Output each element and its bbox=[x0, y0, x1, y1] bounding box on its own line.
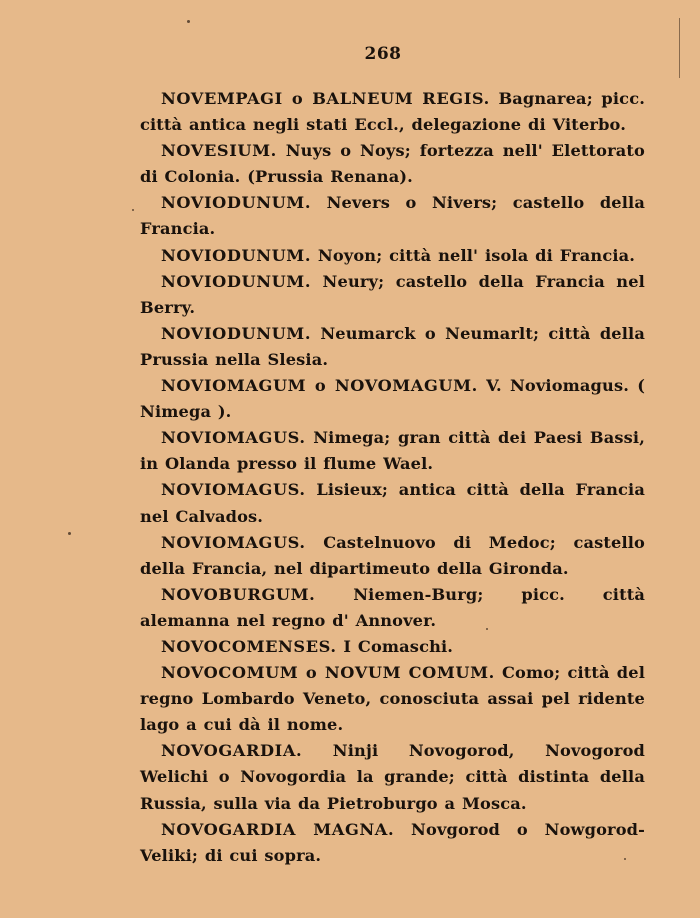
dictionary-entry bbox=[140, 738, 645, 816]
entry-definition: Nimega; gran città dei Paesi Bassi, in Olanda presso il flume Wael. bbox=[140, 428, 645, 474]
dictionary-entry bbox=[140, 321, 645, 373]
entry-definition: Como; città del regno Lombardo Veneto, conosciuta assai pel ridente lago a cui dà il nome. bbox=[140, 663, 645, 735]
dictionary-entry bbox=[140, 190, 645, 242]
entry-definition: Castelnuovo di Medoc; castello della Francia, nel dipartimeuto della Gironda. bbox=[140, 532, 645, 578]
dictionary-entry bbox=[140, 243, 645, 269]
entry-headword: NOVOBURGUM. bbox=[161, 584, 316, 604]
entry-definition: Neury; castello della Francia nel Berry. bbox=[140, 271, 645, 317]
entry-headword: NOVIOMAGUS. bbox=[161, 428, 306, 448]
entry-headword: NOVOCOMENSES. bbox=[161, 636, 337, 656]
entry-headword: NOVIOMAGUS. bbox=[161, 480, 306, 500]
entry-definition: Nevers o Nivers; castello della Francia. bbox=[140, 193, 645, 239]
entry-headword: NOVOGARDIA. bbox=[161, 741, 303, 761]
ink-speck bbox=[132, 209, 134, 211]
dictionary-entry bbox=[140, 582, 645, 634]
entry-headword: NOVESIUM. bbox=[161, 141, 277, 161]
ink-speck bbox=[187, 20, 190, 23]
dictionary-entry bbox=[140, 86, 645, 138]
entry-headword: NOVIODUNUM. bbox=[161, 193, 312, 213]
entry-definition: Nuys o Noys; fortezza nell' Elettorato di Colonia. (Prussia Renana). bbox=[140, 141, 645, 187]
dictionary-entry bbox=[140, 425, 645, 477]
entry-definition: V. Noviomagus. ( Nimega ). bbox=[140, 376, 646, 422]
dictionary-entry bbox=[140, 660, 645, 738]
dictionary-entry bbox=[140, 634, 645, 660]
dictionary-entry bbox=[140, 477, 645, 529]
page-number: 268 bbox=[364, 44, 402, 64]
entry-headword: NOVIODUNUM. bbox=[161, 323, 312, 343]
entry-definition: Neumarck o Neumarlt; città della Prussia nella Slesia. bbox=[140, 323, 645, 369]
ink-speck bbox=[68, 532, 71, 535]
entry-definition: I Comaschi. bbox=[343, 636, 454, 656]
entry-headword: NOVIODUNUM. bbox=[161, 245, 312, 265]
dictionary-entry bbox=[140, 817, 645, 869]
entry-headword: NOVIOMAGUM o NOVOMAGUM. bbox=[161, 376, 478, 396]
entry-definition: Lisieux; antica città della Francia nel Calvados. bbox=[140, 480, 645, 526]
dictionary-entry bbox=[140, 373, 645, 425]
entry-definition: Noyon; città nell' isola di Francia. bbox=[317, 245, 636, 265]
entry-headword: NOVOGARDIA MAGNA. bbox=[161, 819, 395, 839]
entry-definition: Bagnarea; picc. città antica negli stati Eccl., delegazione di Viterbo. bbox=[140, 89, 645, 135]
entry-definition: Niemen-Burg; picc. città alemanna nel regno d' Annover. bbox=[140, 584, 645, 630]
entry-headword: NOVOCOMUM o NOVUM COMUM. bbox=[161, 663, 495, 683]
entry-headword: NOVIOMAGUS. bbox=[161, 532, 306, 552]
entry-headword: NOVEMPAGI o BALNEUM REGIS. bbox=[161, 89, 490, 108]
dictionary-entry bbox=[140, 530, 645, 582]
dictionary-entry bbox=[140, 138, 645, 190]
entry-headword: NOVIODUNUM. bbox=[161, 271, 312, 291]
entry-definition: Ninji Novogorod, Novogorod Welichi o Novogordia la grande; città distinta della Russia, sulla via da Pietroburgo a Mosca. bbox=[140, 741, 645, 813]
dictionary-entries bbox=[140, 86, 645, 869]
dictionary-entry bbox=[140, 269, 645, 321]
entry-definition: Novgorod o Nowgorod-Veliki; di cui sopra. bbox=[140, 819, 645, 865]
